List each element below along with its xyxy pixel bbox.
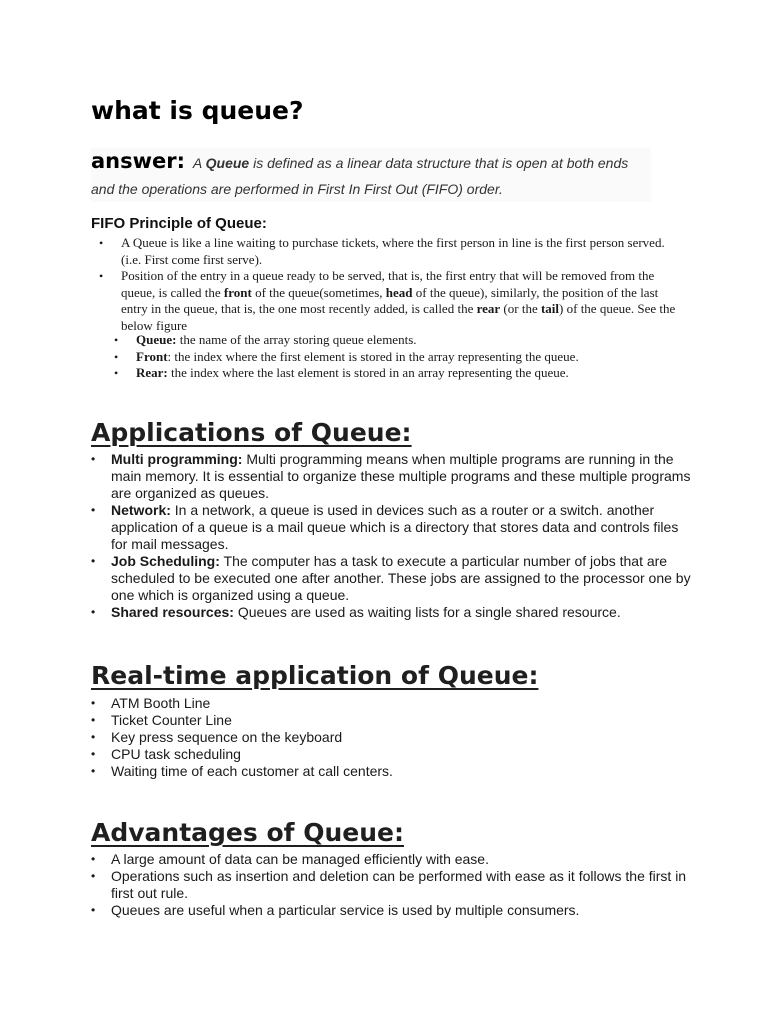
advantages-heading: Advantages of Queue:: [91, 818, 404, 847]
fifo-item: • Position of the entry in a queue ready to be served, that is, the first entry that will be removed from the queue, is called the front of the queue(sometimes, head of the queue), similarly, the position of the last entry in the queue, that is, the one most recently added, is called the rear (or the tail) of the queue. See the below figure: [99, 268, 679, 334]
list-item: • Waiting time of each customer at call centers.: [91, 763, 691, 780]
fifo-subitem: • Rear: the index where the last element is stored in an array representing the queue.: [114, 365, 674, 382]
list-item: • Ticket Counter Line: [91, 712, 691, 729]
list-item: • Network: In a network, a queue is used in devices such as a router or a switch. another application of a queue is a mail queue which is a directory that stores data and controls files for mail messages.: [91, 502, 691, 553]
fifo-heading: FIFO Principle of Queue:: [91, 215, 267, 232]
answer-text: A Queue is defined as a linear data structure that is open at both ends and the operations are performed in First In First Out (FIFO) order.: [91, 155, 629, 197]
list-item: • Multi programming: Multi programming means when multiple programs are running in the main memory. It is essential to organize these multiple programs and these multiple programs are organized as queues.: [91, 451, 691, 502]
applications-list: [91, 451, 691, 621]
applications-heading: Applications of Queue:: [91, 418, 412, 447]
fifo-subitem: • Front: the index where the first element is stored in the array representing the queue.: [114, 349, 674, 366]
list-item: • A large amount of data can be managed efficiently with ease.: [91, 851, 691, 868]
list-item: • Operations such as insertion and deletion can be performed with ease as it follows the first in first out rule.: [91, 868, 691, 902]
fifo-sublist: [114, 332, 674, 382]
realtime-list: [91, 695, 691, 780]
list-item: • Queues are useful when a particular service is used by multiple consumers.: [91, 902, 691, 919]
list-item: • CPU task scheduling: [91, 746, 691, 763]
list-item: • Shared resources: Queues are used as waiting lists for a single shared resource.: [91, 604, 691, 621]
answer-label: answer:: [91, 149, 186, 173]
list-item: • Key press sequence on the keyboard: [91, 729, 691, 746]
list-item: • Job Scheduling: The computer has a task to execute a particular number of jobs that are scheduled to be executed one after another. These jobs are assigned to the processor one by one which is organized using a queue.: [91, 553, 691, 604]
answer-block: [91, 148, 651, 202]
fifo-subitem: • Queue: the name of the array storing queue elements.: [114, 332, 674, 349]
realtime-heading: Real-time application of Queue:: [91, 661, 539, 690]
advantages-list: [91, 851, 691, 919]
fifo-item: • A Queue is like a line waiting to purchase tickets, where the first person in line is the first person served. (i.e. First come first serve).: [99, 235, 679, 268]
list-item: • ATM Booth Line: [91, 695, 691, 712]
page-title: what is queue?: [91, 96, 304, 125]
fifo-list: [99, 235, 679, 334]
